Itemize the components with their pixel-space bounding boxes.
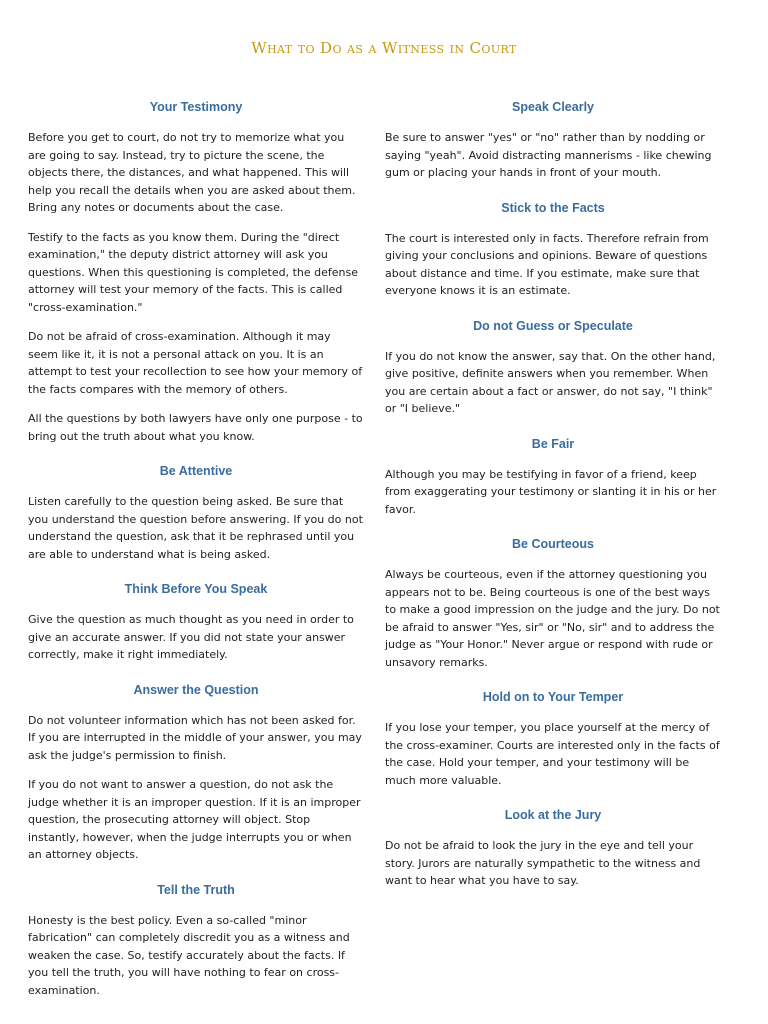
section-be-fair bbox=[385, 430, 721, 519]
section-do-not-guess bbox=[385, 312, 721, 418]
section-speak-clearly bbox=[385, 93, 721, 182]
section-heading: Be Fair bbox=[531, 436, 575, 451]
paragraph: Testify to the facts as you know them. During the "direct examination," the deputy district attorney will ask you questions. When this questioning is completed, the defense attorney will test your memory of the facts. This is called "cross-examination." bbox=[28, 230, 358, 314]
left-column bbox=[28, 93, 364, 1011]
section-heading: Be Courteous bbox=[512, 537, 594, 551]
section-hold-your-temper bbox=[385, 683, 721, 789]
paragraph: Do not volunteer information which has not been asked for. If you are interrupted in the middle of your answer, you may ask the judge's permission to finish. bbox=[28, 713, 362, 762]
paragraph: If you do not know the answer, say that. On the other hand, give positive, definite answers when you remember. When you are certain about a fact or answer, do not say, "I think" or "I believe." bbox=[385, 349, 716, 415]
section-look-at-the-jury bbox=[385, 801, 721, 890]
section-your-testimony bbox=[28, 93, 364, 445]
paragraph: If you do not want to answer a question, do not ask the judge whether it is an improper question. If it is an improper question, the prosecuting attorney will object. Stop instantly, however, when the judge interrupts you or when an attorney objects. bbox=[28, 778, 361, 861]
section-tell-the-truth bbox=[28, 876, 364, 1000]
paragraph: Do not be afraid to look the jury in the eye and tell your story. Jurors are naturally sympathetic to the witness and want to hear what you have to say. bbox=[385, 839, 701, 887]
section-heading: Your Testimony bbox=[149, 100, 243, 114]
section-heading: Tell the Truth bbox=[157, 882, 235, 897]
paragraph: Before you get to court, do not try to memorize what you are going to say. Instead, try to picture the scene, the objects there, the distances, and what happened. This will help you recall the details when you are asked about them. Bring any notes or documents about the case. bbox=[28, 131, 356, 214]
paragraph: The court is interested only in facts. Therefore refrain from giving your conclusions and opinions. Beware of questions about distance and time. If you estimate, make sure that everyone knows it is an estimate. bbox=[385, 231, 709, 297]
paragraph: Although you may be testifying in favor of a friend, keep from exaggerating your testimony or slanting it in his or her favor. bbox=[385, 467, 717, 516]
section-be-attentive bbox=[28, 457, 364, 563]
section-heading: Think Before You Speak bbox=[124, 582, 268, 596]
section-heading: Answer the Question bbox=[133, 682, 259, 697]
section-heading: Be Attentive bbox=[159, 464, 233, 478]
section-heading: Speak Clearly bbox=[512, 100, 594, 114]
section-heading: Stick to the Facts bbox=[501, 200, 605, 215]
section-heading: Do not Guess or Speculate bbox=[473, 318, 633, 333]
section-think-before-you-speak bbox=[28, 575, 364, 664]
document-title: What to Do as a Witness in Court bbox=[251, 39, 517, 57]
paragraph: Do not be afraid of cross-examination. Although it may seem like it, it is not a personal attack on you. It is an attempt to test your recollection to see how your memory of the facts compares with the memory of others. bbox=[28, 330, 363, 396]
paragraph: If you lose your temper, you place yourself at the mercy of the cross-examiner. Courts are interested only in the facts of the case. Hold your temper, and your testimony will be much more valuable. bbox=[385, 721, 720, 787]
section-heading: Look at the Jury bbox=[504, 808, 602, 822]
paragraph: Give the question as much thought as you need in order to give an accurate answer. If you did not state your answer correctly, make it right immediately. bbox=[28, 613, 354, 661]
section-answer-the-question bbox=[28, 676, 364, 864]
section-stick-to-the-facts bbox=[385, 194, 721, 300]
paragraph: Always be courteous, even if the attorney questioning you appears not to be. Being courteous is one of the best ways to make a good impression on the judge and the jury. Do not be afraid to answer "Yes, sir" or "No, sir" and to address the judge as "Your Honor." Never argue or respond with rude or unsavory remarks. bbox=[385, 568, 720, 669]
right-column bbox=[385, 93, 721, 902]
section-be-courteous bbox=[385, 530, 721, 671]
section-heading: Hold on to Your Temper bbox=[482, 690, 624, 704]
paragraph: Be sure to answer "yes" or "no" rather than by nodding or saying "yeah". Avoid distracting mannerisms - like chewing gum or placing your hands in front of your mouth. bbox=[385, 131, 712, 179]
paragraph: Honesty is the best policy. Even a so-called "minor fabrication" can completely discredit you as a witness and weaken the case. So, testify accurately about the facts. If you tell the truth, you will have nothing to fear on cross-examination. bbox=[28, 913, 350, 997]
paragraph: Listen carefully to the question being asked. Be sure that you understand the question before answering. If you do not understand the question, ask that it be rephrased until you are able to understand what is being asked. bbox=[28, 495, 363, 561]
paragraph: All the questions by both lawyers have only one purpose - to bring out the truth about what you know. bbox=[28, 412, 363, 443]
